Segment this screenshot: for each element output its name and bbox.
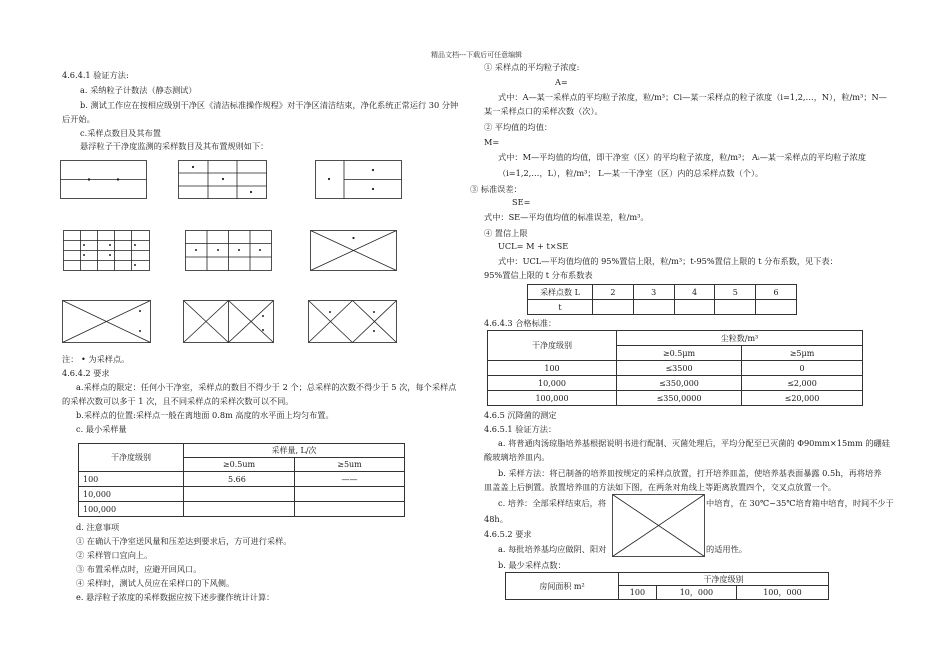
method-a: a. 采纳粒子计数法（静态测试） [80,85,197,95]
settle-c-line2: 48h。 [484,514,508,524]
table-row: 100,000 ≤350,0000 ≤20,000 [488,391,863,406]
col-header-5: ≥5μm [742,346,863,361]
layout-diagram-4 [63,230,151,272]
col-header-dust: 尘粒数/m³ [617,331,863,346]
formula-4-def: 式中：UCL—平均值均值的 95%置信上限，粒/m³；t-95%置信上限的 t 分布系数，见下表： [498,256,838,266]
col-header-05: ≥0.5μm [617,346,742,361]
stat-steps-intro: e. 悬浮粒子浓度的采样数据应按下述步骤作统计计算： [76,592,275,602]
method-c-desc: 悬浮粒子干净度监测的采样数目及其布置规则如下： [80,141,269,151]
min-sample-volume-table [78,443,405,517]
settle-b-line2: 皿盖盖上后倒置。放置培养皿的方法如下图，在两条对角线上等距离放置四个，交叉点放置一个。 [484,482,837,492]
method-b-line2: 后开始。 [62,114,95,124]
method-c: c.采样点数目及其布置 [80,128,161,138]
section-4641-title: 4.6.4.1 验证方法: [62,70,129,80]
table-row: 10,000 ≤350,000 ≤2,000 [488,376,863,391]
note: 注： • 为采样点。 [62,354,130,364]
table-row: 采样点数 L 2 3 4 5 6 [528,285,797,300]
method-b-line1: b. 测试工作应在按相应级别干净区《清洁标准操作规程》对干净区清洁结束，净化系统正常运行 30 分钟 [80,100,459,110]
acceptance-criteria-table [487,330,863,406]
settle-a-line2: 酸玻璃培养皿内。 [484,452,550,462]
col-header-class: 干净度级别 [619,573,829,586]
section-4652-title: 4.6.5.2 要求 [484,529,532,539]
settle-c-part1: c. 培养：全部采样结束后，将 [498,498,607,508]
settle-c-part2: 中培育，在 30℃~35℃培育箱中培育，时间不少于 [706,498,894,508]
layout-diagram-9 [308,300,398,344]
section-4651-title: 4.6.5.1 验证方法： [484,424,557,434]
table-row: 100 ≤3500 0 [488,361,863,376]
formula-2-def-line2: （i=1,2,…，L），粒/m³； L—某一干净室（区）内的总采样点数（个）。 [498,168,764,178]
note-1: ① 在确认干净室送风量和压差达到要求后，方可进行采样。 [76,536,292,546]
note-3: ③ 布置采样点时，应避开回风口。 [76,564,202,574]
req-a-line2: 的采样次数可以多于 1 次，且不同采样点的采样次数可以不同。 [62,396,294,406]
req2-a-part2: 的适用性。 [706,544,747,554]
settle-b-line1: b. 采样方法：将已制备的培养皿按规定的采样点放置，打开培养皿盖，使培养基表面暴露 0.5h，再将培养 [498,468,882,478]
settle-a-line1: a. 将普通肉汤琼脂培养基根据说明书进行配制、灭菌处理后，平均分配至已灭菌的 Φ90mm×15mm 的硼硅 [498,438,890,448]
req2-a-part1: a. 每批培养基均应做阴、阳对 [498,544,607,554]
req2-b: b. 最少采样点数： [498,560,566,570]
section-4643-title: 4.6.4.3 合格标准： [484,318,557,328]
col-header-05: ≥0.5um [184,458,295,472]
table-row: 100 5.66 —— [79,472,405,487]
page-header: 精品文档---下载后可任意编辑 [431,51,523,59]
t-table-title: 95%置信上限的 t 分布系数表 [484,270,593,280]
plate-placement-diagram [612,494,706,558]
req-b: b.采样点的位置:采样点一般在离地面 0.8m 高度的水平面上均匀布置。 [76,410,334,420]
layout-diagram-5 [185,230,273,272]
req-c: c. 最小采样量 [76,424,127,434]
notes-title: d. 注意事项 [76,522,120,532]
section-465-title: 4.6.5 沉降菌的测定 [484,410,557,420]
table-row: t [528,300,797,315]
formula-1-def-line1: 式中：A—某一采样点的平均粒子浓度，粒/m³；Ci—某一采样点的粒子浓度（i=1,2,…，N），粒/m³；N— [498,92,887,102]
col-header-class: 干净度级别 [488,331,617,361]
formula-2-def-line1: 式中：M—平均值的均值，即干净室（区）的平均粒子浓度，粒/m³； Aᵢ—某一采样点的平均粒子浓度 [498,152,867,162]
formula-1-title: ① 采样点的平均粒子浓度: [484,62,580,72]
table-row: 10,000 [79,487,405,502]
req-a-line1: a.采样点的限定：任何小干净室，采样点的数目不得少于 2 个；总采样的次数不得少于 5 次，每个采样点 [76,382,457,392]
formula-3-title: ③ 标准误差： [470,184,522,194]
note-2: ② 采样管口宜向上。 [76,550,153,560]
formula-3-def: 式中：SE—平均值均值的标准误差，粒/m³。 [484,212,649,222]
formula-2-title: ② 平均值的均值： [484,122,553,132]
note-4: ④ 采样时，测试人员应在采样口的下风侧。 [76,578,235,588]
formula-3: SE= [512,197,531,207]
layout-diagram-8 [183,300,275,344]
col-header-area: 房间面积 m² [506,573,619,600]
col-header-volume: 采样量, L/次 [184,444,405,458]
min-sample-points-table [505,572,829,600]
col-header-5: ≥5um [295,458,405,472]
layout-diagram-7 [62,300,152,344]
section-4642-title: 4.6.4.2 要求 [62,368,110,378]
formula-1-def-line2: 某一采样点口的采样次数（次）。 [484,106,603,116]
layout-diagram-3 [315,160,403,200]
formula-1: A= [555,77,568,87]
formula-4: UCL= M + t×SE [498,241,569,251]
layout-diagram-1 [60,160,148,200]
layout-diagram-2 [178,160,268,200]
formula-2: M= [484,137,500,147]
col-header-class: 干净度级别 [79,444,184,472]
formula-4-title: ④ 置信上限 [484,228,528,238]
layout-diagram-6 [310,230,398,272]
table-row: 100,000 [79,502,405,517]
table-row: 100 10，000 100，000 [506,586,829,600]
t-distribution-table [527,284,797,315]
